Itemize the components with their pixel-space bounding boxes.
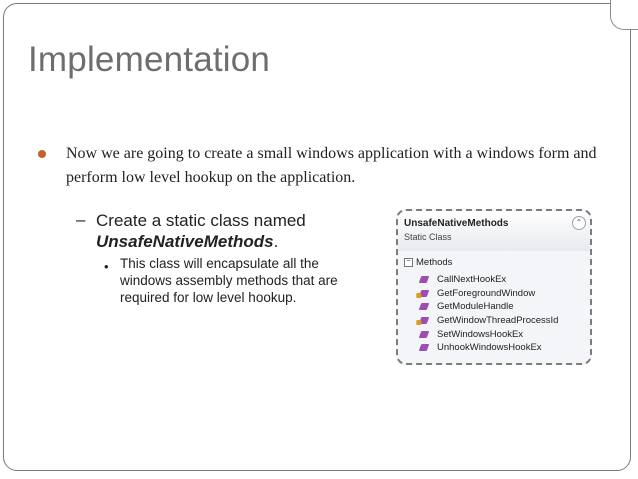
sub-bullet-prefix: Create a static class named [96, 211, 306, 230]
small-bullet: • [104, 259, 109, 274]
collapse-minus-icon[interactable]: − [404, 258, 413, 267]
slide-corner-tab [610, 0, 638, 30]
methods-section-header[interactable] [404, 257, 452, 268]
methods-section-label: Methods [416, 257, 453, 268]
method-icon [419, 344, 430, 351]
method-icon [419, 331, 430, 338]
dash-marker: – [76, 210, 86, 229]
method-item: GetModuleHandle [420, 300, 558, 314]
method-item: SetWindowsHookEx [420, 327, 558, 341]
slide-title: Implementation [28, 40, 271, 79]
sub-bullet-text [96, 210, 356, 252]
method-icon [419, 276, 430, 283]
class-diagram-box [396, 209, 592, 365]
method-item: GetForegroundWindow [420, 287, 558, 301]
internal-method-icon [419, 290, 430, 297]
method-item: CallNextHookEx [420, 273, 558, 287]
method-icon [419, 303, 430, 310]
class-name: UnsafeNativeMethods [404, 218, 509, 229]
method-item: UnhookWindowsHookEx [420, 341, 558, 355]
class-diagram-header [398, 211, 590, 251]
main-bullet-text: Now we are going to create a small windows application with a windows form and perform low level hookup on the application. [66, 145, 597, 186]
method-list [420, 273, 558, 355]
sub-bullet-suffix: . [273, 232, 279, 251]
class-type: Static Class [404, 232, 452, 242]
collapse-chevron-icon[interactable]: ⌃ [572, 216, 586, 230]
internal-method-icon [419, 317, 430, 324]
sub-sub-bullet-text: This class will encapsulate all the windows assembly methods that are required for low level hookup. [120, 256, 338, 305]
class-name-emphasis: UnsafeNativeMethods [96, 232, 274, 251]
method-item: GetWindowThreadProcessId [420, 314, 558, 328]
bullet-dot [38, 150, 46, 158]
